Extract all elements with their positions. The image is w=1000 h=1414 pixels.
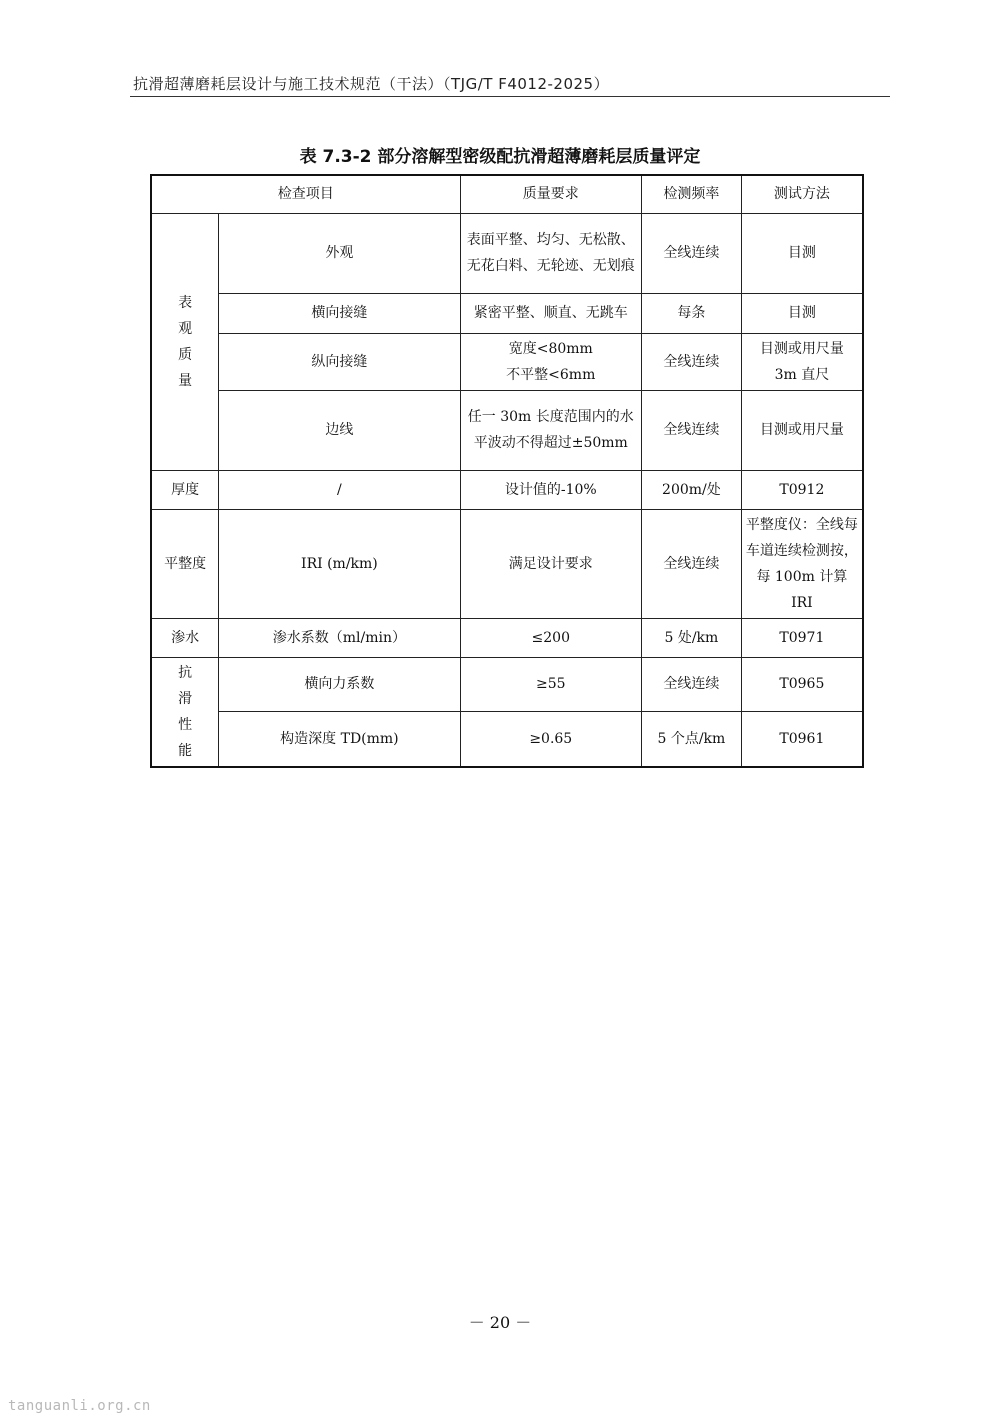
group-surface-quality: 表 观 质 量 <box>151 213 219 470</box>
cell-method: 平整度仪：全线每车道连续检测按，每 100m 计算 IRI <box>741 509 863 618</box>
watermark: tanguanli.org.cn <box>8 1398 151 1414</box>
cell-method: 目测或用尺量 <box>741 390 863 470</box>
page-number: － 20 － <box>468 1313 532 1332</box>
cell-frequency: 200m/处 <box>642 470 742 509</box>
table-row <box>151 618 863 657</box>
cell-method: T0971 <box>741 618 863 657</box>
table-row <box>151 390 863 470</box>
cell-requirement: 表面平整、均匀、无松散、无花白料、无轮迹、无划痕 <box>460 213 641 293</box>
cell-method: T0965 <box>741 657 863 712</box>
cell-requirement: 任一 30m 长度范围内的水平波动不得超过±50mm <box>460 390 641 470</box>
cell-item: 横向力系数 <box>219 657 460 712</box>
cell-frequency: 每条 <box>642 293 742 333</box>
header-requirement: 质量要求 <box>460 175 641 213</box>
cell-item: 外观 <box>219 213 460 293</box>
cell-requirement: ≤200 <box>460 618 641 657</box>
running-header: 抗滑超薄磨耗层设计与施工技术规范（干法）（TJG/T F4012-2025） <box>133 75 610 93</box>
cell-frequency: 全线连续 <box>642 333 742 390</box>
cell-method: 目测或用尺量 3m 直尺 <box>741 333 863 390</box>
header-method: 测试方法 <box>741 175 863 213</box>
table-caption: 表 7.3-2 部分溶解型密级配抗滑超薄磨耗层质量评定 <box>299 147 701 167</box>
cell-method: T0961 <box>741 712 863 767</box>
cell-frequency: 5 处/km <box>642 618 742 657</box>
cell-requirement: 宽度<80mm 不平整<6mm <box>460 333 641 390</box>
cell-requirement: ≥55 <box>460 657 641 712</box>
table-header-row <box>151 175 863 213</box>
cell-frequency: 全线连续 <box>642 390 742 470</box>
quality-table <box>150 174 864 768</box>
table-row <box>151 657 863 712</box>
header-frequency: 检测频率 <box>642 175 742 213</box>
table-row <box>151 293 863 333</box>
group-thickness: 厚度 <box>151 470 219 509</box>
table-row <box>151 213 863 293</box>
cell-method: 目测 <box>741 293 863 333</box>
table-row <box>151 470 863 509</box>
group-seepage: 渗水 <box>151 618 219 657</box>
cell-item: 构造深度 TD(mm) <box>219 712 460 767</box>
cell-item: / <box>219 470 460 509</box>
cell-requirement: 紧密平整、顺直、无跳车 <box>460 293 641 333</box>
cell-requirement: ≥0.65 <box>460 712 641 767</box>
header-item: 检查项目 <box>151 175 460 213</box>
table-row <box>151 712 863 767</box>
cell-item: 渗水系数（ml/min） <box>219 618 460 657</box>
header-rule <box>130 96 890 97</box>
cell-method: 目测 <box>741 213 863 293</box>
cell-requirement: 满足设计要求 <box>460 509 641 618</box>
cell-frequency: 全线连续 <box>642 213 742 293</box>
cell-item: 边线 <box>219 390 460 470</box>
cell-frequency: 全线连续 <box>642 657 742 712</box>
group-flatness: 平整度 <box>151 509 219 618</box>
cell-item: IRI (m/km) <box>219 509 460 618</box>
group-skid-resistance: 抗 滑 性 能 <box>151 657 219 767</box>
cell-item: 纵向接缝 <box>219 333 460 390</box>
table-row <box>151 333 863 390</box>
cell-method: T0912 <box>741 470 863 509</box>
cell-requirement: 设计值的-10% <box>460 470 641 509</box>
cell-frequency: 5 个点/km <box>642 712 742 767</box>
cell-item: 横向接缝 <box>219 293 460 333</box>
table-row <box>151 509 863 618</box>
cell-frequency: 全线连续 <box>642 509 742 618</box>
